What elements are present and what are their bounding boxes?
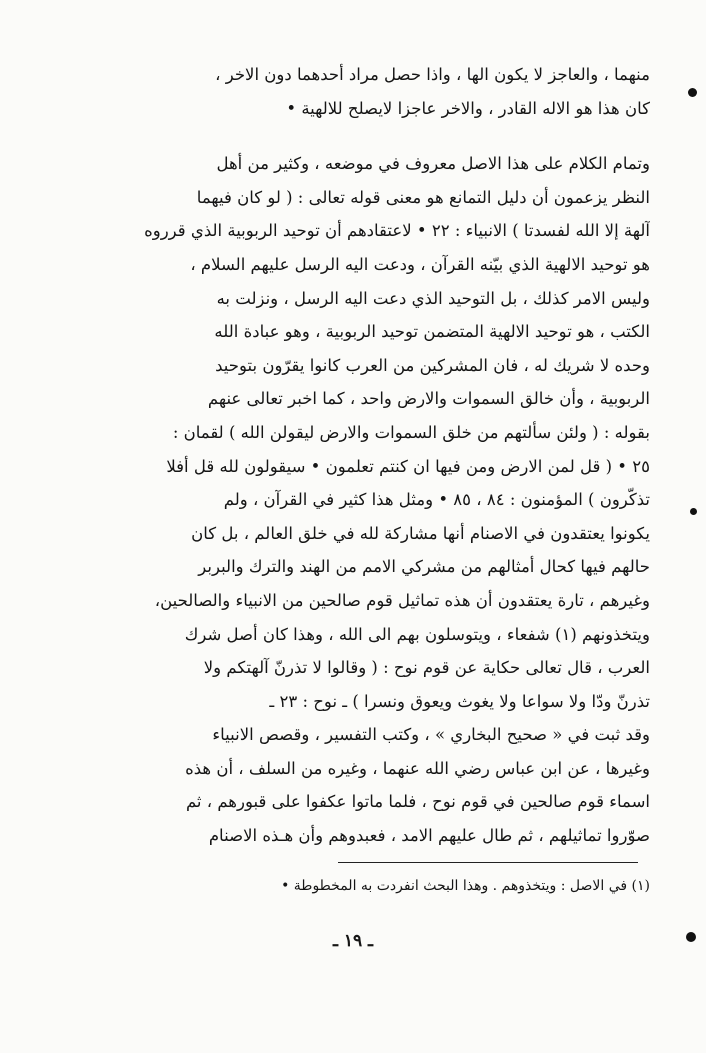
binding-hole-mark <box>690 508 697 515</box>
paragraph-gap <box>60 125 650 147</box>
text-line: آلهة إلا الله لفسدتا ) الانبياء : ٢٢ • لاعتقادهم أن توحيد الربوبية الذي قرروه <box>144 221 650 241</box>
body-text <box>60 58 650 853</box>
text-line: تذكّرون ) المؤمنون : ٨٤ ، ٨٥ • ومثل هذا كثير في القرآن ، ولم <box>223 490 650 510</box>
text-line: ويتخذونهم (١) شفعاء ، ويتوسلون بهم الى الله ، وهذا كان أصل شرك <box>184 624 650 644</box>
text-line: الربوبية ، وأن خالق السموات والارض واحد ، كما اخبر تعالى عنهم <box>207 389 650 409</box>
text-line: صوّروا تماثيلهم ، ثم طال عليهم الامد ، فعبدوهم وأن هـذه الاصنام <box>208 826 650 846</box>
text-line: النظر يزعمون أن دليل التمانع هو معنى قوله تعالى : ( لو كان فيهما <box>196 187 650 207</box>
text-line: ٢٥ • ( قل لمن الارض ومن فيها ان كنتم تعلمون • سيقولون لله قل أفلا <box>166 456 650 476</box>
text-line: وحده لا شريك له ، فان المشركين من العرب كانوا يقرّون بتوحيد <box>215 355 650 375</box>
text-line: يكونوا يعتقدون في الاصنام أنها مشاركة لله في خلق العالم ، بل كان <box>191 523 650 543</box>
text-line: بقوله : ( ولئن سألتهم من خلق السموات والارض ليقولن الله ) لقمان : <box>172 422 650 442</box>
text-line: الكتب ، هو توحيد الالهية المتضمن توحيد الربوبية ، وهو عبادة الله <box>214 322 650 342</box>
binding-hole-mark <box>686 932 696 942</box>
text-line: كان هذا هو الاله القادر ، والاخر عاجزا لايصلح للالهية • <box>286 98 650 118</box>
text-line: وقد ثبت في « صحيح البخاري » ، وكتب التفسير ، وقصص الانبياء <box>212 725 650 745</box>
text-line: منهما ، والعاجز لا يكون الها ، واذا حصل مراد أحدهما دون الاخر ، <box>215 65 650 84</box>
text-line: وغيرها ، عن ابن عباس رضي الله عنهما ، وغيره من السلف ، أن هذه <box>185 758 650 778</box>
footnote-divider <box>338 862 638 863</box>
text-line: تذرنّ ودّا ولا سواعا ولا يغوث ويعوق ونسرا ) ـ نوح : ٢٣ ـ <box>269 691 650 711</box>
page-number: ـ ١٩ ـ <box>332 931 374 951</box>
text-line: العرب ، قال تعالى حكاية عن قوم نوح : ( وقالوا لا تذرنّ آلهتكم ولا <box>203 658 650 678</box>
text-line: وليس الامر كذلك ، بل التوحيد الذي دعت اليه الرسل ، ونزلت به <box>216 288 650 308</box>
footnote: (١) في الاصل : ويتخذوهم . وهذا البحث انفردت به المخطوطة • <box>281 878 650 894</box>
text-line: اسماء قوم صالحين في قوم نوح ، فلما ماتوا عكفوا على قبورهم ، ثم <box>185 792 650 812</box>
binding-hole-mark <box>688 88 697 97</box>
text-line: وغيرهم ، تارة يعتقدون أن هذه تماثيل قوم صالحين من الانبياء والصالحين، <box>154 590 650 610</box>
text-line: وتمام الكلام على هذا الاصل معروف في موضعه ، وكثير من أهل <box>216 154 650 174</box>
text-line: هو توحيد الالهية الذي بيّنه القرآن ، ودعت اليه الرسل عليهم السلام ، <box>190 254 650 274</box>
text-line: حالهم فيها كحال أمثالهم من مشركي الامم من الهند والترك والبربر <box>198 557 650 577</box>
